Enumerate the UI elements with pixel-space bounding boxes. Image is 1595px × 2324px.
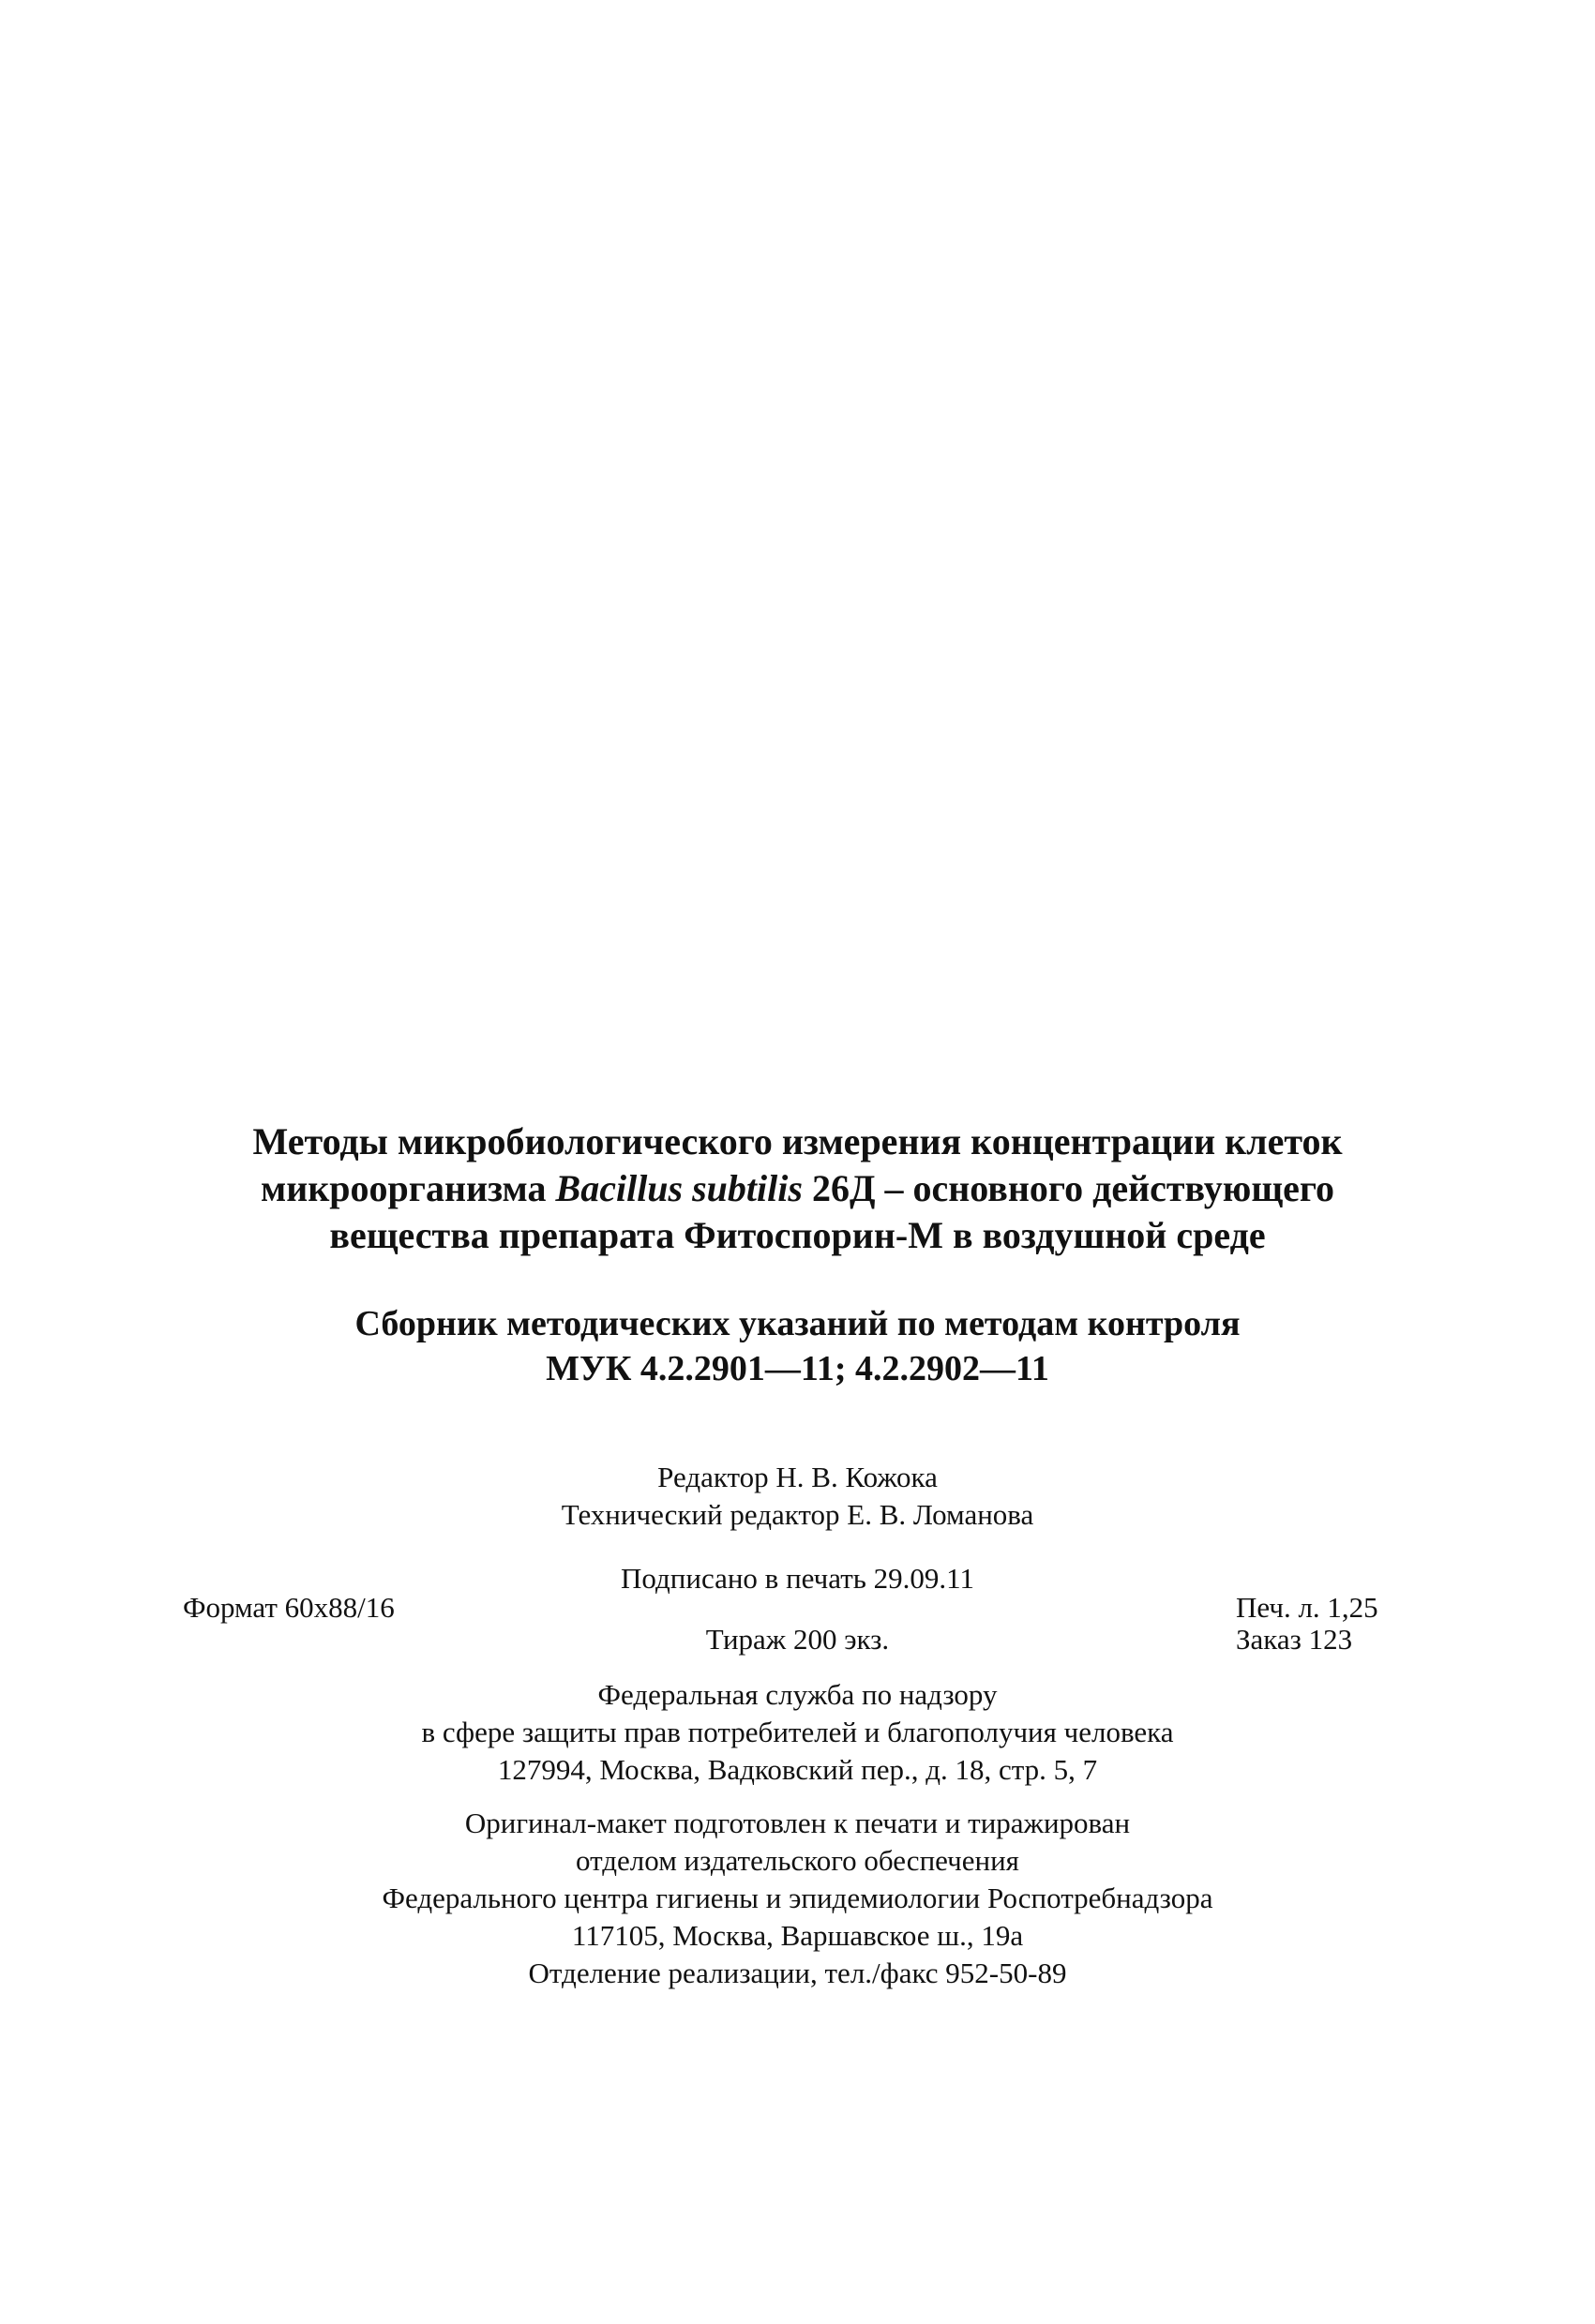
maker-line-5: Отделение реализации, тел./факс 952-50-89 [528, 1957, 1067, 1989]
collection-subtitle [0, 1301, 1595, 1391]
editor-line: Редактор Н. В. Кожока [657, 1461, 938, 1493]
maker-line-4: 117105, Москва, Варшавское ш., 19а [571, 1919, 1024, 1952]
signed-to-print: Подписано в печать 29.09.11 [621, 1562, 974, 1595]
editors-block [0, 1459, 1595, 1534]
species-name: Bacillus subtilis [555, 1167, 803, 1209]
document-title [0, 1118, 1595, 1259]
publisher-line-1: Федеральная служба по надзору [597, 1678, 998, 1711]
print-run: Тираж 200 экз. [705, 1623, 890, 1656]
title-line-3: вещества препарата Фитоспорин-М в воздушной среде [329, 1214, 1266, 1256]
maker-line-3: Федерального центра гигиены и эпидемиологии Роспотребнадзора [382, 1882, 1213, 1914]
publisher-block [0, 1676, 1595, 1789]
tech-editor-line: Технический редактор Е. В. Ломанова [561, 1498, 1034, 1531]
layout-maker-block [0, 1805, 1595, 1992]
title-line-2-end: 26Д – основного действующего [802, 1167, 1335, 1209]
subtitle-line-1: Сборник методических указаний по методам контроля [354, 1304, 1241, 1343]
paper-format: Формат 60х88/16 [183, 1591, 395, 1624]
title-line-1: Методы микробиологического измерения концентрации клеток [252, 1120, 1343, 1162]
title-line-2-start: микроорганизма [260, 1167, 556, 1209]
subtitle-line-2: МУК 4.2.2901—11; 4.2.2902—11 [546, 1349, 1049, 1388]
printed-sheets: Печ. л. 1,25 [1236, 1591, 1378, 1624]
order-number: Заказ 123 [1236, 1623, 1353, 1656]
maker-line-2: отделом издательского обеспечения [576, 1844, 1019, 1877]
publisher-line-2: в сфере защиты прав потребителей и благополучия человека [421, 1716, 1174, 1748]
publisher-line-3: 127994, Москва, Вадковский пер., д. 18, стр. 5, 7 [497, 1753, 1098, 1786]
title-line-2 [0, 1165, 1595, 1212]
maker-line-1: Оригинал-макет подготовлен к печати и тиражирован [464, 1807, 1131, 1839]
